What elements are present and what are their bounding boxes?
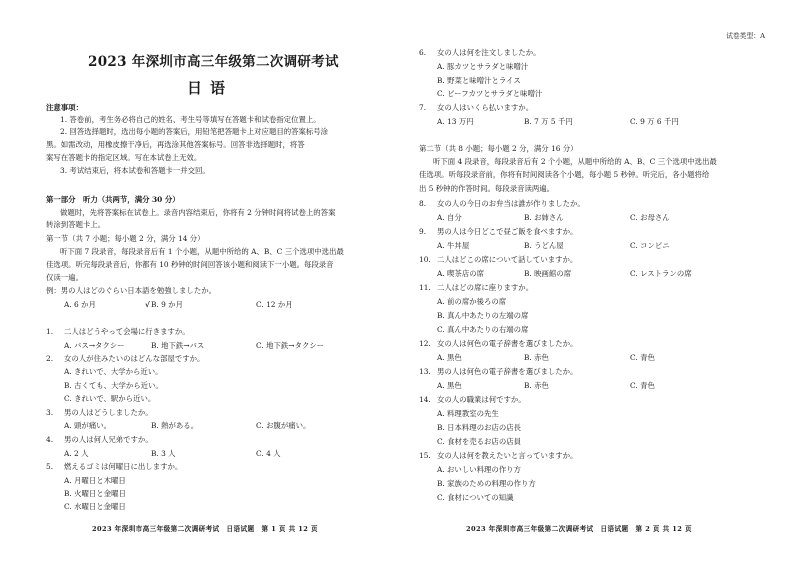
question-10-text: 二人はどこの席について話していますか。 bbox=[437, 255, 578, 264]
section2-intro-line: 出 5 秒钟的作答时间。每段录音读两遍。 bbox=[419, 184, 555, 193]
q9-option-a: A. 牛丼屋 bbox=[437, 241, 470, 250]
question-6-text: 女の人は何を注文しましたか。 bbox=[437, 48, 541, 57]
question-2-text: 女の人が住みたいのはどんな部屋ですか。 bbox=[64, 354, 205, 363]
q15-option-c: C. 食材についての知識 bbox=[437, 493, 514, 502]
question-8-text: 女の人の今日のお弁当は誰が作りましたか。 bbox=[437, 199, 585, 208]
section1-intro-line: 佳选项。听完每段录音后，你都有 10 秒钟的时间回答该小题和阅读下一小题。每段录音 bbox=[46, 260, 334, 269]
q1-option-c: C. 地下鉄→タクシー bbox=[256, 341, 325, 350]
right-page bbox=[397, 0, 794, 562]
page-footer: 2023 年深圳市高三年级第二次调研考试 日语试题 第 2 页 共 12 页 bbox=[466, 525, 692, 533]
example-question: 例：男の人はどのぐらい日本語を勉強しましたか。 bbox=[46, 286, 216, 295]
q3-option-c: C. お腹が痛い。 bbox=[256, 421, 311, 430]
example-option-c: C. 12 か月 bbox=[256, 300, 293, 309]
subject-heading: 日语 bbox=[187, 79, 234, 97]
q14-option-b: B. 日本料理のお店の店長 bbox=[437, 423, 522, 432]
section2-intro-line: 听下面 4 段录音，每段录音后有 2 个小题，从题中所给的 A、B、C 三个选项中选出最 bbox=[433, 157, 717, 166]
question-number: 4. bbox=[46, 435, 54, 444]
question-15-text: 女の人は何を教えたいと言っていますか。 bbox=[437, 451, 578, 460]
question-number: 13. bbox=[419, 367, 431, 376]
part1-intro-line: 转涂到答题卡上。 bbox=[46, 220, 106, 229]
note-line: 1. 答卷前，考生务必将自己的姓名、考生号等填写在答题卡和试卷指定位置上。 bbox=[60, 115, 321, 124]
question-number: 5. bbox=[46, 462, 54, 471]
question-7-text: 女の人はいくら払いますか。 bbox=[437, 103, 534, 112]
q1-option-b: B. 地下鉄→バス bbox=[151, 341, 205, 350]
q11-option-a: A. 前の席か後ろの席 bbox=[437, 297, 507, 306]
q7-option-c: C. 9 万 6 千円 bbox=[630, 117, 679, 126]
q13-option-b: B. 赤色 bbox=[524, 381, 549, 390]
question-14-text: 女の人の職業は何ですか。 bbox=[437, 395, 526, 404]
question-1-text: 二人はどうやって会場に行きますか。 bbox=[64, 327, 190, 336]
page-footer: 2023 年深圳市高三年级第二次调研考试 日语试题 第 1 页 共 12 页 bbox=[92, 525, 318, 533]
q9-option-b: B. うどん屋 bbox=[524, 241, 564, 250]
q3-option-b: B. 熱がある。 bbox=[151, 421, 199, 430]
q10-option-c: C. レストランの席 bbox=[630, 269, 692, 278]
q7-option-a: A. 13 万円 bbox=[437, 117, 474, 126]
q10-option-b: B. 映画館の席 bbox=[524, 269, 572, 278]
question-5-text: 燃えるゴミは何曜日に出しますか。 bbox=[64, 462, 183, 471]
q15-option-b: B. 家族のための料理の作り方 bbox=[437, 479, 536, 488]
question-4-text: 男の人は何人兄弟ですか。 bbox=[64, 435, 153, 444]
section2-intro-line: 佳选项。听每段录音前，你将有时间阅读各个小题，每小题 5 秒钟。听完后，各小题将给 bbox=[419, 170, 710, 179]
q2-option-b: B. 古くても、大学から近い。 bbox=[64, 381, 163, 390]
q14-option-c: C. 食材を売るお店の店員 bbox=[437, 437, 521, 446]
question-number: 12. bbox=[419, 339, 431, 348]
question-13-text: 男の人は何色の電子辞書を選びましたか。 bbox=[437, 367, 578, 376]
question-9-text: 男の人は今日どこで昼ご飯を食べますか。 bbox=[437, 227, 578, 236]
q5-option-b: B. 火曜日と金曜日 bbox=[64, 489, 126, 498]
note-line: 3. 考试结束后，将本试卷和答题卡一并交回。 bbox=[60, 166, 210, 175]
q9-option-c: C. コンビニ bbox=[630, 241, 670, 250]
q6-option-c: C. ビーフカツとサラダと味噌汁 bbox=[437, 89, 543, 98]
q2-option-a: A. きれいで、大学から近い。 bbox=[64, 367, 163, 376]
q4-option-a: A. 2 人 bbox=[64, 449, 89, 458]
question-12-text: 女の人は何色の電子辞書を選びましたか。 bbox=[437, 339, 578, 348]
section1-heading: 第一节（共 7 小题；每小题 2 分，满分 14 分） bbox=[46, 234, 205, 243]
part1-heading: 第一部分 听力（共两节，满分 30 分） bbox=[46, 195, 180, 204]
exam-title: 2023 年深圳市高三年级第二次调研考试 bbox=[88, 54, 339, 70]
q4-option-b: B. 3 人 bbox=[151, 449, 176, 458]
q13-option-c: C. 青色 bbox=[630, 381, 655, 390]
question-number: 11. bbox=[419, 283, 431, 292]
q13-option-a: A. 黒色 bbox=[437, 381, 462, 390]
q2-option-c: C. きれいで、駅から近い。 bbox=[64, 394, 156, 403]
question-number: 2. bbox=[46, 354, 54, 363]
section2-heading: 第二节（共 8 小题；每小题 2 分，满分 16 分） bbox=[419, 144, 578, 153]
check-mark-icon: √ bbox=[145, 300, 150, 309]
question-number: 3. bbox=[46, 408, 54, 417]
q8-option-c: C. お母さん bbox=[630, 213, 670, 222]
q7-option-b: B. 7 万 5 千円 bbox=[524, 117, 573, 126]
q12-option-c: C. 青色 bbox=[630, 353, 655, 362]
q12-option-a: A. 黒色 bbox=[437, 353, 462, 362]
note-line: 2. 回答选择题时，选出每小题的答案后，用铅笔把答题卡上对应题目的答案标号涂 bbox=[60, 127, 329, 136]
q1-option-a: A. バス→タクシー bbox=[64, 341, 125, 350]
q11-option-c: C. 真ん中あたりの右端の席 bbox=[437, 325, 529, 334]
question-3-text: 男の人はどうしましたか。 bbox=[64, 408, 153, 417]
q5-option-c: C. 水曜日と金曜日 bbox=[64, 502, 126, 511]
question-number: 14. bbox=[419, 395, 431, 404]
question-number: 10. bbox=[419, 255, 431, 264]
question-number: 8. bbox=[419, 199, 427, 208]
question-number: 1. bbox=[46, 327, 54, 336]
q3-option-a: A. 頭が痛い。 bbox=[64, 421, 111, 430]
note-line: 黑。如需改动，用橡皮擦干净后，再选涂其他答案标号。回答非选择题时，将答 bbox=[46, 140, 305, 149]
part1-intro-line: 做题时，先将答案标在试卷上。录音内容结束后，你将有 2 分钟时间将试卷上的答案 bbox=[60, 208, 336, 217]
q8-option-b: B. お姉さん bbox=[524, 213, 564, 222]
q15-option-a: A. おいしい料理の作り方 bbox=[437, 465, 521, 474]
q14-option-a: A. 料理教室の先生 bbox=[437, 409, 499, 418]
note-line: 案写在答题卡的指定区域。写在本试卷上无效。 bbox=[46, 153, 202, 162]
notes-heading: 注意事项： bbox=[46, 103, 83, 112]
q6-option-b: B. 野菜と味噌汁とライス bbox=[437, 76, 521, 85]
question-number: 15. bbox=[419, 451, 431, 460]
question-11-text: 二人はどの席に座りますか。 bbox=[437, 283, 534, 292]
question-number: 6. bbox=[419, 48, 427, 57]
q8-option-a: A. 自分 bbox=[437, 213, 462, 222]
q4-option-c: C. 4 人 bbox=[256, 449, 281, 458]
q10-option-a: A. 喫茶店の席 bbox=[437, 269, 484, 278]
example-option-b: B. 9 か月 bbox=[151, 300, 183, 309]
section1-intro-line: 仅读一遍。 bbox=[46, 273, 83, 282]
q12-option-b: B. 赤色 bbox=[524, 353, 549, 362]
question-number: 9. bbox=[419, 227, 427, 236]
q6-option-a: A. 豚カツとサラダと味噌汁 bbox=[437, 62, 529, 71]
paper-type-label: 试卷类型：A bbox=[726, 32, 765, 40]
section1-intro-line: 听下面 7 段录音，每段录音后有 1 个小题，从题中所给的 A、B、C 三个选项中选出最 bbox=[60, 247, 344, 256]
q11-option-b: B. 真ん中あたりの左端の席 bbox=[437, 311, 529, 320]
example-option-a: A. 6 か月 bbox=[64, 300, 96, 309]
question-number: 7. bbox=[419, 103, 427, 112]
q5-option-a: A. 月曜日と木曜日 bbox=[64, 476, 126, 485]
